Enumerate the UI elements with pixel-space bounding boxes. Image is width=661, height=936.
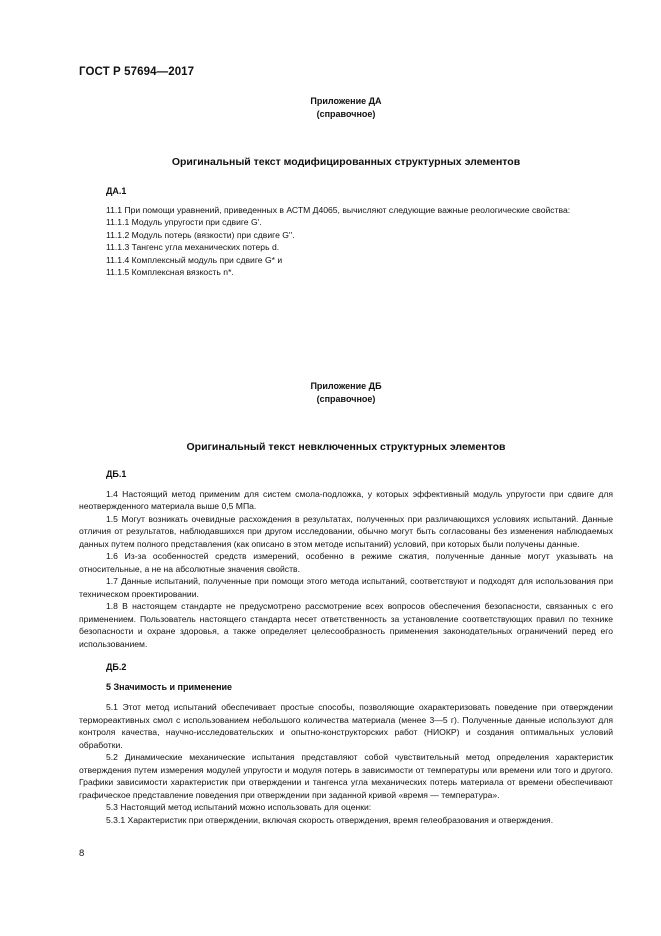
section-heading: 5 Значимость и применение: [106, 681, 233, 692]
list-item: 11.1.3 Тангенс угла механических потерь d.: [106, 242, 280, 252]
paragraph: 1.6 Из-за особенностей средств измерений, особенно в режиме сжатия, полученные данные могут указывать на относительные, а не на абсолютные значения свойств.: [79, 551, 613, 574]
appendix-a-label: ДА.1: [106, 186, 127, 196]
paragraph: 1.8 В настоящем стандарте не предусмотрено рассмотрение всех вопросов обеспечения безопасности, связанных с его применением. Пользователь настоящего стандарта несет ответственность за установление соответствующих правил по технике безопасности и охране здоровья, а также определяет целесообразность применения законодательных ограничений перед его использованием.: [79, 601, 613, 649]
appendix-a-body: [79, 185, 613, 279]
list-item: 11.1.1 Модуль упругости при сдвиге G'.: [106, 217, 262, 227]
list-item: 11.1.2 Модуль потерь (вязкости) при сдвиге G''.: [106, 229, 295, 240]
appendix-a-title: Приложение ДА: [310, 96, 382, 106]
appendix-b-label-2: ДБ.2: [106, 662, 127, 672]
paragraph: 1.7 Данные испытаний, полученные при помощи этого метода испытаний, соответствуют и подходят для использования при техническом проектировании.: [79, 576, 613, 599]
page-number: 8: [79, 848, 85, 859]
list-item: 11.1.5 Комплексная вязкость n*.: [106, 267, 234, 277]
appendix-a-subtitle: (справочное): [316, 109, 376, 119]
appendix-b-heading: Оригинальный текст невключенных структурных элементов: [186, 441, 506, 453]
appendix-a-intro: 11.1 При помощи уравнений, приведенных в АСТМ Д4065, вычисляют следующие важные реологические свойства:: [106, 204, 571, 215]
list-item: 11.1.4 Комплексный модуль при сдвиге G* и: [106, 254, 283, 265]
document-standard-id: ГОСТ Р 57694—2017: [79, 66, 195, 78]
paragraph: 5.3 Настоящий метод испытаний можно использовать для оценки:: [106, 802, 372, 812]
appendix-b-body-2: [79, 661, 613, 826]
appendix-b-body-1: [79, 468, 613, 650]
paragraph: 1.5 Могут возникать очевидные расхождения в результатах, полученных при различающихся условиях испытаний. Данные отличия от результатов, наблюдавшихся при другом исследовании, обычно могут быть согласованы без изменения наблюдаемых данных путем полного представления (как описано в этом методе испытаний) условий, при которых были получены данные.: [79, 513, 613, 549]
appendix-b-title: Приложение ДБ: [310, 381, 382, 391]
paragraph: 5.2 Динамические механические испытания представляют собой чувствительный метод определения характеристик отверждения путем измерения модулей упругости и модуля потерь в зависимости от температуры или времени или того и другого. Графики зависимости характеристик при отверждении и тангенса угла механических потерь материала от времени обеспечивают графическое представление поведения при отверждении при заданной кривой «время — температура».: [79, 752, 613, 800]
paragraph: 5.3.1 Характеристик при отверждении, включая скорость отверждения, время гелеобразования и отверждения.: [106, 814, 554, 825]
paragraph: 1.4 Настоящий метод применим для систем смола-подложка, у которых эффективный модуль упругости при сдвиге для неотвержденного материала выше 0,5 МПа.: [79, 488, 613, 511]
paragraph: 5.1 Этот метод испытаний обеспечивает простые способы, позволяющие охарактеризовать поведение при отверждении термореактивных смол с использованием небольшого количества материала (менее 3—5 г). Полученные данные используют для контроля качества, научно-исследовательских и опытно-конструкторских работ (НИОКР) и создания оптимальных условий обработки.: [79, 702, 613, 750]
appendix-b-label-1: ДБ.1: [106, 469, 127, 479]
appendix-b-subtitle: (справочное): [316, 394, 376, 404]
appendix-a-heading: Оригинальный текст модифицированных структурных элементов: [171, 156, 521, 168]
